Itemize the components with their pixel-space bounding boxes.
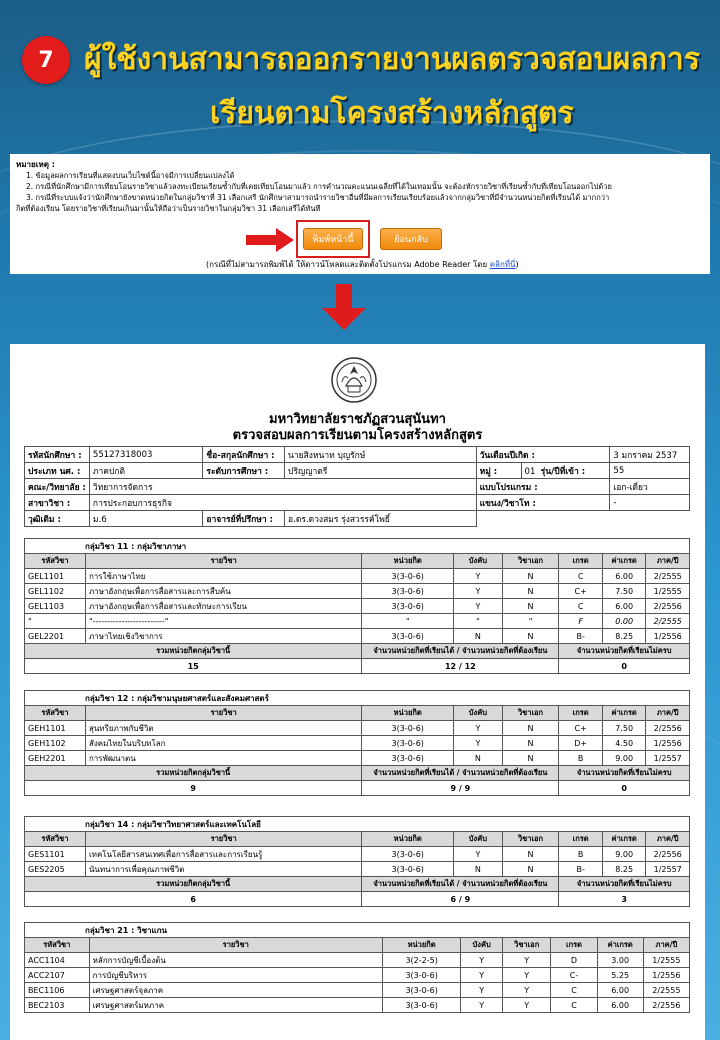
course-cell: 5.25 (597, 968, 643, 983)
cohort-value: 55 (610, 463, 690, 479)
group-title: กลุ่มวิชา 14 : กลุ่มวิชาวิทยาศาสตร์และเทคโนโลยี (25, 817, 690, 832)
column-header: วิชาเอก (502, 706, 559, 721)
university-seal-icon (330, 356, 378, 404)
table-row (25, 983, 690, 998)
summary-earned-credits: 12 / 12 (362, 659, 559, 674)
notes-title: หมายเหตุ : (16, 160, 55, 169)
student-name-value: นายสิงหนาท บุญรักษ์ (285, 447, 477, 463)
download-link[interactable]: คลิกที่นี่ (489, 260, 516, 269)
column-header: ค่าเกรด (602, 554, 646, 569)
column-header: บังคับ (454, 706, 503, 721)
course-cell: นันทนาการเพื่อคุณภาพชีวิต (85, 862, 361, 877)
download-note-text: (กรณีที่ไม่สามารถพิมพ์ได้ ให้ดาวน์โหลดและติดตั้งโปรแกรม Adobe Reader โดย (206, 260, 488, 269)
note-item: กิตที่ต้องเรียน โดยรายวิชาที่เรียนเกินมานั้นให้ถือว่าเป็นรายวิชาในกลุ่มวิชา 31 เลือกเสรีได้ทันที (16, 204, 321, 213)
course-cell: N (502, 584, 559, 599)
student-name-label: ชื่อ-สกุลนักศึกษา : (203, 447, 285, 463)
summary-header: รวมหน่วยกิตกลุ่มวิชานี้ (25, 766, 362, 781)
column-header: บังคับ (461, 938, 503, 953)
summary-total-credits: 9 (25, 781, 362, 796)
course-cell: N (502, 599, 559, 614)
report-document (10, 344, 705, 1040)
column-header: หน่วยกิต (362, 832, 454, 847)
course-cell: GES1101 (25, 847, 86, 862)
major-value: การประกอบการธุรกิจ (89, 495, 476, 511)
course-cell: GEH1101 (25, 721, 86, 736)
course-cell: GEH1102 (25, 736, 86, 751)
student-type-label: ประเภท นศ. : (25, 463, 90, 479)
course-cell: C (559, 569, 603, 584)
course-cell: N (502, 862, 559, 877)
course-cell: C+ (559, 584, 603, 599)
course-cell: 3(3-0-6) (362, 736, 454, 751)
course-cell: GEL2201 (25, 629, 86, 644)
course-cell: C+ (559, 721, 603, 736)
course-cell: การบัญชีบริหาร (89, 968, 382, 983)
column-header: บังคับ (454, 832, 503, 847)
summary-missing-credits: 3 (559, 892, 690, 907)
table-row (25, 751, 690, 766)
summary-header: จำนวนหน่วยกิตที่เรียนได้ / จำนวนหน่วยกิตที่ต้องเรียน (362, 766, 559, 781)
course-cell: B (559, 751, 603, 766)
prior-education-label: วุฒิเดิม : (25, 511, 90, 527)
university-name: มหาวิทยาลัยราชภัฏสวนสุนันทา (269, 412, 446, 427)
course-cell: BEC2103 (25, 998, 90, 1013)
print-page-button[interactable]: พิมพ์หน้านี้ (303, 228, 363, 250)
summary-total-credits: 15 (25, 659, 362, 674)
course-cell: N (454, 629, 503, 644)
summary-header: รวมหน่วยกิตกลุ่มวิชานี้ (25, 644, 362, 659)
course-cell: 6.00 (597, 998, 643, 1013)
course-cell: BEC1106 (25, 983, 90, 998)
course-cell: 1/2556 (646, 736, 690, 751)
group-title: กลุ่มวิชา 21 : วิชาแกน (25, 923, 690, 938)
course-cell: F (559, 614, 603, 629)
download-note-close: ) (515, 260, 519, 269)
download-note (206, 258, 519, 271)
info-blank (476, 511, 689, 527)
dob-value: 3 มกราคม 2537 (610, 447, 690, 463)
table-row (25, 599, 690, 614)
course-cell: ACC1104 (25, 953, 90, 968)
course-cell: 7.50 (602, 584, 646, 599)
course-cell: 3(3-0-6) (362, 751, 454, 766)
course-cell: 3(3-0-6) (382, 983, 461, 998)
column-header: ค่าเกรด (597, 938, 643, 953)
course-cell: 3(3-0-6) (362, 629, 454, 644)
course-cell: 2/2556 (646, 599, 690, 614)
course-cell: N (502, 721, 559, 736)
course-cell: 2/2556 (646, 721, 690, 736)
course-cell: N (502, 847, 559, 862)
column-header: วิชาเอก (502, 938, 550, 953)
summary-missing-credits: 0 (559, 781, 690, 796)
column-header: รายวิชา (85, 554, 361, 569)
summary-header: จำนวนหน่วยกิตที่เรียนไม่ครบ (559, 877, 690, 892)
course-cell: N (454, 862, 503, 877)
track-value: - (610, 495, 690, 511)
course-cell: " (362, 614, 454, 629)
course-cell: ภาษาไทยเชิงวิชาการ (85, 629, 361, 644)
summary-earned-credits: 9 / 9 (362, 781, 559, 796)
course-cell: 1/2557 (646, 751, 690, 766)
course-cell: C (551, 998, 597, 1013)
table-row (25, 847, 690, 862)
course-cell: B- (559, 629, 603, 644)
course-cell: 6.00 (597, 983, 643, 998)
course-cell: Y (454, 721, 503, 736)
program-type-label: แบบโปรแกรม : (476, 479, 610, 495)
group-title: กลุ่มวิชา 11 : กลุ่มวิชาภาษา (25, 539, 690, 554)
course-cell: 6.00 (602, 599, 646, 614)
dob-label: วันเดือนปีเกิด : (476, 447, 610, 463)
group-title: กลุ่มวิชา 12 : กลุ่มวิชามนุษยศาสตร์และสังคมศาสตร์ (25, 691, 690, 706)
course-cell: 3(3-0-6) (362, 599, 454, 614)
course-cell: D+ (559, 736, 603, 751)
column-header: ภาค/ปี (646, 554, 690, 569)
course-cell: Y (454, 847, 503, 862)
course-cell: C (559, 599, 603, 614)
student-info-table (24, 446, 690, 527)
course-cell: "-------------------------" (85, 614, 361, 629)
summary-header: จำนวนหน่วยกิตที่เรียนไม่ครบ (559, 766, 690, 781)
table-row (25, 721, 690, 736)
course-cell: 3(3-0-6) (382, 968, 461, 983)
column-header: ภาค/ปี (646, 706, 690, 721)
course-cell: Y (454, 569, 503, 584)
course-cell: 3(3-0-6) (362, 721, 454, 736)
course-cell: 3(3-0-6) (362, 569, 454, 584)
column-header: วิชาเอก (502, 832, 559, 847)
column-header: ค่าเกรด (602, 832, 646, 847)
major-label: สาขาวิชา : (25, 495, 90, 511)
course-group-table (24, 690, 690, 796)
course-cell: C (551, 983, 597, 998)
course-cell: N (502, 751, 559, 766)
course-cell: 6.00 (602, 569, 646, 584)
column-header: หน่วยกิต (362, 706, 454, 721)
course-cell: 2/2555 (646, 614, 690, 629)
course-cell: Y (461, 968, 503, 983)
course-cell: " (454, 614, 503, 629)
course-cell: 7.50 (602, 721, 646, 736)
course-cell: 1/2557 (646, 862, 690, 877)
slide-title-line-2: เรียนตามโครงสร้างหลักสูตร (210, 96, 574, 131)
column-header: หน่วยกิต (382, 938, 461, 953)
note-item: 3. กรณีที่ระบบแจ้งว่านักศึกษายังขาดหน่วยกิตในกลุ่มวิชาที่ 31 เลือกเสรี นักศึกษาสามารถนำรายวิชาอื่นที่มีผลการเรียนเรียบร้อยแล้วจากกลุ่มวิชาที่มีจำนวนหน่วยกิตที่เรียนได้ มากกว่า (26, 193, 610, 202)
summary-earned-credits: 6 / 9 (362, 892, 559, 907)
table-row (25, 629, 690, 644)
slide-title-line-1: ผู้ใช้งานสามารถออกรายงานผลตรวจสอบผลการ (84, 42, 700, 77)
course-cell: Y (461, 998, 503, 1013)
course-cell: 3(2-2-5) (382, 953, 461, 968)
column-header: รายวิชา (89, 938, 382, 953)
course-cell: GEH2201 (25, 751, 86, 766)
column-header: รหัสวิชา (25, 832, 86, 847)
course-cell: GEL1101 (25, 569, 86, 584)
note-item: 1. ข้อมูลผลการเรียนที่แสดงบนเว็บไซต์นี้อาจมีการเปลี่ยนแปลงได้ (26, 171, 235, 180)
course-cell: N (502, 569, 559, 584)
course-cell: GES2205 (25, 862, 86, 877)
column-header: รายวิชา (85, 706, 361, 721)
course-cell: 3.00 (597, 953, 643, 968)
course-cell: B (559, 847, 603, 862)
course-cell: 3(3-0-6) (362, 584, 454, 599)
column-header: เกรด (559, 554, 603, 569)
course-cell: 3(3-0-6) (362, 847, 454, 862)
advisor-label: อาจารย์ที่ปรึกษา : (203, 511, 285, 527)
course-group-table (24, 816, 690, 907)
course-cell: 1/2555 (643, 953, 689, 968)
course-cell: 1/2556 (646, 629, 690, 644)
table-row (25, 862, 690, 877)
column-header: รหัสวิชา (25, 706, 86, 721)
summary-header: จำนวนหน่วยกิตที่เรียนไม่ครบ (559, 644, 690, 659)
course-cell: การใช้ภาษาไทย (85, 569, 361, 584)
course-cell: D (551, 953, 597, 968)
course-cell: หลักการบัญชีเบื้องต้น (89, 953, 382, 968)
summary-header: รวมหน่วยกิตกลุ่มวิชานี้ (25, 877, 362, 892)
faculty-label: คณะ/วิทยาลัย : (25, 479, 90, 495)
course-cell: Y (454, 584, 503, 599)
course-cell: ภาษาอังกฤษเพื่อการสื่อสารและการสืบค้น (85, 584, 361, 599)
course-cell: B- (559, 862, 603, 877)
summary-header: จำนวนหน่วยกิตที่เรียนได้ / จำนวนหน่วยกิตที่ต้องเรียน (362, 644, 559, 659)
student-id-value: 55127318003 (89, 447, 202, 463)
column-header: ภาค/ปี (643, 938, 689, 953)
student-type-value: ภาคปกติ (89, 463, 202, 479)
course-cell: 9.00 (602, 847, 646, 862)
student-id-label: รหัสนักศึกษา : (25, 447, 90, 463)
column-header: รหัสวิชา (25, 554, 86, 569)
course-cell: 3(3-0-6) (362, 862, 454, 877)
course-cell: เศรษฐศาสตร์มหภาค (89, 998, 382, 1013)
course-cell: สุนทรียภาพกับชีวิต (85, 721, 361, 736)
note-item: 2. กรณีที่นักศึกษามีการเทียบโอนรายวิชาแล้วลงทะเบียนเรียนซ้ำกับที่เคยเทียบโอนมาแล้ว การคำนวณคะแนนเฉลี่ยที่ได้ในเทอมนั้น จะต้องหักรายวิชาที่เรียนซ้ำกับที่เทียบโอนออกไปด้วย (26, 182, 612, 191)
course-cell: Y (502, 968, 550, 983)
course-cell: 1/2556 (643, 968, 689, 983)
course-cell: N (502, 736, 559, 751)
cohort-label: รุ่น/ปีที่เข้า : (540, 466, 586, 477)
group-label: หมู่ : (476, 463, 521, 479)
course-cell: 2/2556 (646, 847, 690, 862)
column-header: ค่าเกรด (602, 706, 646, 721)
track-label: แขนง/วิชาโท : (476, 495, 610, 511)
column-header: วิชาเอก (502, 554, 559, 569)
course-cell: " (502, 614, 559, 629)
level-value: ปริญญาตรี (285, 463, 477, 479)
course-cell: 0.00 (602, 614, 646, 629)
column-header: หน่วยกิต (362, 554, 454, 569)
course-cell: GEL1102 (25, 584, 86, 599)
column-header: เกรด (559, 706, 603, 721)
table-row (25, 569, 690, 584)
course-group-table (24, 538, 690, 674)
advisor-value: อ.ดร.ดวงสมร รุ่งสวรรค์โพธิ์ (285, 511, 477, 527)
column-header: รหัสวิชา (25, 938, 90, 953)
column-header: เกรด (551, 938, 597, 953)
course-cell: C- (551, 968, 597, 983)
course-cell: 8.25 (602, 629, 646, 644)
course-cell: ACC2107 (25, 968, 90, 983)
column-header: บังคับ (454, 554, 503, 569)
course-cell: 9.00 (602, 751, 646, 766)
course-cell: 2/2555 (643, 983, 689, 998)
summary-header: จำนวนหน่วยกิตที่เรียนได้ / จำนวนหน่วยกิตที่ต้องเรียน (362, 877, 559, 892)
course-cell: N (454, 751, 503, 766)
faculty-value: วิทยาการจัดการ (89, 479, 476, 495)
course-cell: Y (454, 599, 503, 614)
column-header: ภาค/ปี (646, 832, 690, 847)
table-row (25, 584, 690, 599)
program-type-value: เอก-เดี่ยว (610, 479, 690, 495)
course-cell: การพัฒนาตน (85, 751, 361, 766)
course-cell: เทคโนโลยีสารสนเทศเพื่อการสื่อสารและการเรียนรู้ (85, 847, 361, 862)
course-cell: Y (502, 953, 550, 968)
group-number: 01 (524, 466, 536, 477)
table-row (25, 614, 690, 629)
red-arrow-down-icon (322, 284, 366, 330)
course-cell: Y (461, 953, 503, 968)
course-cell: 2/2556 (643, 998, 689, 1013)
course-cell: 4.50 (602, 736, 646, 751)
course-cell: 1/2555 (646, 584, 690, 599)
course-cell: N (502, 629, 559, 644)
step-number-badge: 7 (22, 36, 70, 84)
red-arrow-right-icon (246, 228, 294, 252)
column-header: เกรด (559, 832, 603, 847)
report-title: ตรวจสอบผลการเรียนตามโครงสร้างหลักสูตร (232, 428, 483, 443)
course-cell: 8.25 (602, 862, 646, 877)
back-button[interactable]: ย้อนกลับ (380, 228, 442, 250)
course-cell: 2/2555 (646, 569, 690, 584)
course-cell: เศรษฐศาสตร์จุลภาค (89, 983, 382, 998)
summary-total-credits: 6 (25, 892, 362, 907)
summary-missing-credits: 0 (559, 659, 690, 674)
course-cell: Y (454, 736, 503, 751)
course-cell: ภาษาอังกฤษเพื่อการสื่อสารและทักษะการเรียน (85, 599, 361, 614)
course-cell: " (25, 614, 86, 629)
level-label: ระดับการศึกษา : (203, 463, 285, 479)
course-cell: Y (502, 983, 550, 998)
table-row (25, 968, 690, 983)
course-cell: สังคมไทยในบริบทโลก (85, 736, 361, 751)
notes-panel (10, 154, 710, 274)
course-cell: 3(3-0-6) (382, 998, 461, 1013)
prior-education-value: ม.6 (89, 511, 202, 527)
course-cell: Y (502, 998, 550, 1013)
table-row (25, 998, 690, 1013)
table-row (25, 953, 690, 968)
course-cell: Y (461, 983, 503, 998)
table-row (25, 736, 690, 751)
group-value (521, 463, 610, 479)
column-header: รายวิชา (85, 832, 361, 847)
course-cell: GEL1103 (25, 599, 86, 614)
course-group-table (24, 922, 690, 1013)
